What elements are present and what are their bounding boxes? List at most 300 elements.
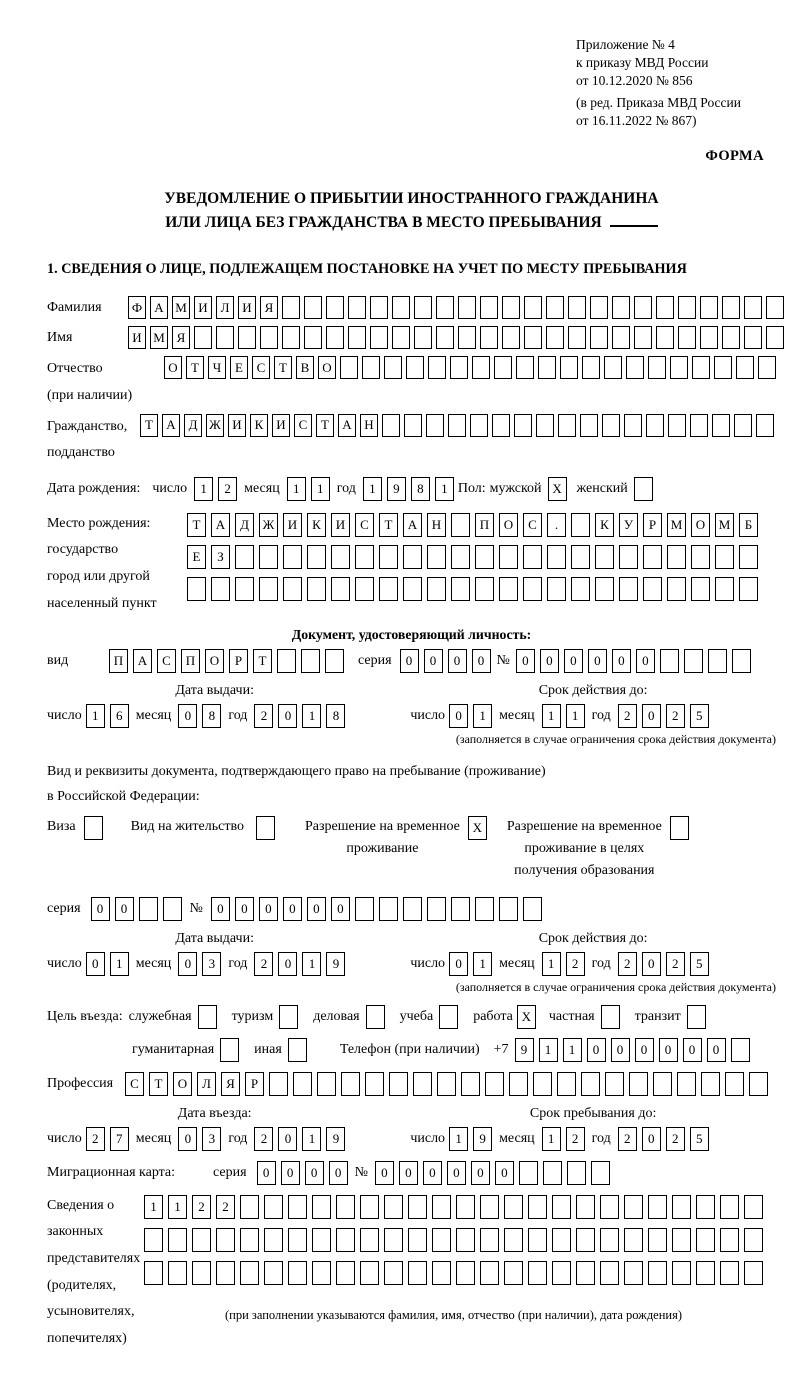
profession-box[interactable] [293, 1072, 312, 1096]
representatives-box[interactable] [528, 1261, 547, 1285]
phone-box[interactable]: 0 [659, 1038, 678, 1062]
phone-box[interactable]: 0 [683, 1038, 702, 1062]
birthplace-box[interactable]: О [499, 513, 518, 537]
birthplace-box[interactable] [739, 577, 758, 601]
birthplace-box[interactable]: И [331, 513, 350, 537]
representatives-box[interactable] [408, 1228, 427, 1252]
citizenship-box[interactable] [734, 414, 752, 437]
birthplace-box[interactable] [283, 545, 302, 569]
birthplace-box[interactable] [307, 545, 326, 569]
patronymic-box[interactable] [560, 356, 578, 379]
name-box[interactable] [590, 326, 608, 349]
birthplace-box[interactable]: С [523, 513, 542, 537]
representatives-box[interactable] [264, 1228, 283, 1252]
representatives-box[interactable] [600, 1195, 619, 1219]
residence-number-box[interactable] [427, 897, 446, 921]
residence-number-box[interactable]: 0 [235, 897, 254, 921]
patronymic-box[interactable] [516, 356, 534, 379]
surname-box[interactable] [502, 296, 520, 319]
doc-series-box[interactable]: 0 [472, 649, 491, 673]
profession-box[interactable] [389, 1072, 408, 1096]
name-box[interactable] [392, 326, 410, 349]
patronymic-box[interactable] [362, 356, 380, 379]
name-box[interactable] [260, 326, 278, 349]
patronymic-box[interactable] [758, 356, 776, 379]
representatives-box[interactable] [336, 1261, 355, 1285]
birthplace-box[interactable] [355, 545, 374, 569]
birthplace-box[interactable] [331, 577, 350, 601]
representatives-box[interactable] [216, 1228, 235, 1252]
birthplace-box[interactable] [595, 577, 614, 601]
residence-number-box[interactable] [475, 897, 494, 921]
migration-number-box[interactable] [591, 1161, 610, 1185]
phone-box[interactable]: 0 [611, 1038, 630, 1062]
representatives-box[interactable] [720, 1228, 739, 1252]
migration-number-box[interactable]: 0 [447, 1161, 466, 1185]
patronymic-box[interactable] [340, 356, 358, 379]
surname-box[interactable] [612, 296, 630, 319]
entry-month-box[interactable]: 0 [178, 1127, 197, 1151]
representatives-box[interactable] [240, 1228, 259, 1252]
representatives-box[interactable] [288, 1228, 307, 1252]
representatives-box[interactable]: 2 [192, 1195, 211, 1219]
birthplace-box[interactable] [691, 545, 710, 569]
permit-issue-month-box[interactable]: 3 [202, 952, 221, 976]
doc-number-box[interactable] [660, 649, 679, 673]
surname-box[interactable] [304, 296, 322, 319]
representatives-box[interactable] [360, 1195, 379, 1219]
phone-box[interactable] [731, 1038, 750, 1062]
passport-issue-year-box[interactable]: 8 [326, 704, 345, 728]
doc-type-box[interactable]: Р [229, 649, 248, 673]
passport-issue-month-box[interactable]: 0 [178, 704, 197, 728]
name-box[interactable] [304, 326, 322, 349]
representatives-box[interactable] [432, 1195, 451, 1219]
stay-year-box[interactable]: 2 [618, 1127, 637, 1151]
purpose-other-checkbox-box[interactable] [288, 1038, 307, 1062]
patronymic-box[interactable] [384, 356, 402, 379]
representatives-box[interactable] [336, 1228, 355, 1252]
birthdate-month-box[interactable]: 1 [287, 477, 306, 501]
phone-box[interactable]: 0 [707, 1038, 726, 1062]
representatives-box[interactable] [720, 1195, 739, 1219]
surname-box[interactable] [568, 296, 586, 319]
doc-series-box[interactable]: 0 [448, 649, 467, 673]
surname-box[interactable]: И [238, 296, 256, 319]
permit-issue-year-box[interactable]: 0 [278, 952, 297, 976]
representatives-box[interactable] [528, 1195, 547, 1219]
patronymic-box[interactable]: С [252, 356, 270, 379]
representatives-box[interactable] [576, 1261, 595, 1285]
citizenship-box[interactable]: И [272, 414, 290, 437]
birthplace-box[interactable] [427, 577, 446, 601]
representatives-box[interactable] [288, 1261, 307, 1285]
option-visa-checkbox-box[interactable] [84, 816, 103, 840]
representatives-box[interactable] [600, 1261, 619, 1285]
representatives-box[interactable] [144, 1261, 163, 1285]
representatives-box[interactable] [312, 1228, 331, 1252]
surname-box[interactable] [546, 296, 564, 319]
passport-valid-year-box[interactable]: 2 [618, 704, 637, 728]
birthdate-day-box[interactable]: 2 [218, 477, 237, 501]
name-box[interactable] [634, 326, 652, 349]
birthplace-box[interactable] [235, 545, 254, 569]
birthplace-box[interactable] [427, 545, 446, 569]
doc-type-box[interactable]: Т [253, 649, 272, 673]
migration-number-box[interactable] [567, 1161, 586, 1185]
representatives-box[interactable] [480, 1228, 499, 1252]
patronymic-box[interactable] [494, 356, 512, 379]
patronymic-box[interactable] [648, 356, 666, 379]
profession-box[interactable] [485, 1072, 504, 1096]
passport-issue-year-box[interactable]: 1 [302, 704, 321, 728]
birthplace-box[interactable]: Н [427, 513, 446, 537]
representatives-box[interactable] [384, 1228, 403, 1252]
birthplace-box[interactable]: П [475, 513, 494, 537]
representatives-box[interactable] [288, 1195, 307, 1219]
doc-number-box[interactable]: 0 [612, 649, 631, 673]
birthplace-box[interactable] [475, 577, 494, 601]
birthplace-box[interactable] [499, 577, 518, 601]
birthplace-box[interactable]: С [355, 513, 374, 537]
representatives-box[interactable] [168, 1261, 187, 1285]
birthdate-month-box[interactable]: 1 [311, 477, 330, 501]
citizenship-box[interactable] [756, 414, 774, 437]
birthdate-year-box[interactable]: 1 [363, 477, 382, 501]
surname-box[interactable] [766, 296, 784, 319]
birthplace-box[interactable] [451, 513, 470, 537]
residence-number-box[interactable]: 0 [331, 897, 350, 921]
migration-number-box[interactable] [519, 1161, 538, 1185]
representatives-box[interactable] [240, 1195, 259, 1219]
representatives-box[interactable] [744, 1195, 763, 1219]
surname-box[interactable]: А [150, 296, 168, 319]
residence-number-box[interactable] [451, 897, 470, 921]
citizenship-box[interactable] [668, 414, 686, 437]
profession-box[interactable] [653, 1072, 672, 1096]
representatives-box[interactable] [624, 1195, 643, 1219]
surname-box[interactable] [656, 296, 674, 319]
passport-valid-day-box[interactable]: 1 [473, 704, 492, 728]
residence-number-box[interactable] [355, 897, 374, 921]
phone-box[interactable]: 1 [563, 1038, 582, 1062]
permit-valid-year-box[interactable]: 2 [666, 952, 685, 976]
sex-female-checkbox-box[interactable] [634, 477, 653, 501]
representatives-box[interactable] [696, 1228, 715, 1252]
surname-box[interactable]: Я [260, 296, 278, 319]
surname-box[interactable] [414, 296, 432, 319]
birthplace-box[interactable] [739, 545, 758, 569]
representatives-box[interactable] [456, 1261, 475, 1285]
name-box[interactable]: И [128, 326, 146, 349]
stay-year-box[interactable]: 0 [642, 1127, 661, 1151]
doc-number-box[interactable]: 0 [588, 649, 607, 673]
name-box[interactable] [744, 326, 762, 349]
purpose-private-checkbox-box[interactable] [601, 1005, 620, 1029]
passport-issue-month-box[interactable]: 8 [202, 704, 221, 728]
surname-box[interactable] [722, 296, 740, 319]
permit-valid-month-box[interactable]: 1 [542, 952, 561, 976]
surname-box[interactable] [524, 296, 542, 319]
residence-series-box[interactable]: 0 [91, 897, 110, 921]
birthplace-box[interactable] [523, 545, 542, 569]
patronymic-box[interactable]: Ч [208, 356, 226, 379]
profession-box[interactable]: О [173, 1072, 192, 1096]
permit-issue-year-box[interactable]: 1 [302, 952, 321, 976]
migration-series-box[interactable]: 0 [329, 1161, 348, 1185]
passport-valid-year-box[interactable]: 5 [690, 704, 709, 728]
birthplace-box[interactable] [667, 577, 686, 601]
entry-month-box[interactable]: 3 [202, 1127, 221, 1151]
citizenship-box[interactable] [580, 414, 598, 437]
stay-day-box[interactable]: 1 [449, 1127, 468, 1151]
representatives-box[interactable] [168, 1228, 187, 1252]
birthplace-box[interactable] [259, 577, 278, 601]
patronymic-box[interactable] [714, 356, 732, 379]
name-box[interactable]: Я [172, 326, 190, 349]
permit-valid-year-box[interactable]: 2 [618, 952, 637, 976]
doc-number-box[interactable]: 0 [516, 649, 535, 673]
birthplace-box[interactable] [571, 545, 590, 569]
representatives-box[interactable] [432, 1261, 451, 1285]
purpose-work-checkbox-box[interactable]: X [517, 1005, 536, 1029]
patronymic-box[interactable] [670, 356, 688, 379]
birthplace-box[interactable] [715, 577, 734, 601]
doc-type-box[interactable]: О [205, 649, 224, 673]
profession-box[interactable] [437, 1072, 456, 1096]
name-box[interactable]: М [150, 326, 168, 349]
birthdate-year-box[interactable]: 1 [435, 477, 454, 501]
profession-box[interactable]: С [125, 1072, 144, 1096]
name-box[interactable] [370, 326, 388, 349]
birthplace-box[interactable] [691, 577, 710, 601]
birthplace-box[interactable] [379, 577, 398, 601]
surname-box[interactable] [370, 296, 388, 319]
birthplace-box[interactable] [619, 577, 638, 601]
name-box[interactable] [700, 326, 718, 349]
permit-issue-year-box[interactable]: 2 [254, 952, 273, 976]
name-box[interactable] [282, 326, 300, 349]
citizenship-box[interactable]: И [228, 414, 246, 437]
option-temp-residence-checkbox-box[interactable]: X [468, 816, 487, 840]
patronymic-box[interactable] [450, 356, 468, 379]
surname-box[interactable] [348, 296, 366, 319]
residence-series-box[interactable] [139, 897, 158, 921]
representatives-box[interactable] [312, 1261, 331, 1285]
patronymic-box[interactable]: О [318, 356, 336, 379]
citizenship-box[interactable]: К [250, 414, 268, 437]
surname-box[interactable] [458, 296, 476, 319]
birthplace-box[interactable] [307, 577, 326, 601]
birthplace-box[interactable] [715, 545, 734, 569]
birthplace-box[interactable]: Б [739, 513, 758, 537]
birthplace-box[interactable]: И [283, 513, 302, 537]
entry-year-box[interactable]: 9 [326, 1127, 345, 1151]
profession-box[interactable] [605, 1072, 624, 1096]
birthplace-box[interactable] [475, 545, 494, 569]
patronymic-box[interactable] [538, 356, 556, 379]
surname-box[interactable] [700, 296, 718, 319]
patronymic-box[interactable] [604, 356, 622, 379]
option-residence-permit-checkbox-box[interactable] [256, 816, 275, 840]
profession-box[interactable] [461, 1072, 480, 1096]
residence-number-box[interactable]: 0 [259, 897, 278, 921]
permit-valid-day-box[interactable]: 1 [473, 952, 492, 976]
surname-box[interactable] [392, 296, 410, 319]
birthplace-box[interactable] [499, 545, 518, 569]
entry-year-box[interactable]: 0 [278, 1127, 297, 1151]
entry-year-box[interactable]: 2 [254, 1127, 273, 1151]
birthplace-box[interactable] [595, 545, 614, 569]
surname-box[interactable]: Ф [128, 296, 146, 319]
option-temp-residence-education-checkbox-box[interactable] [670, 816, 689, 840]
surname-box[interactable] [678, 296, 696, 319]
birthplace-box[interactable] [571, 577, 590, 601]
birthplace-box[interactable] [235, 577, 254, 601]
representatives-box[interactable] [744, 1261, 763, 1285]
name-box[interactable] [766, 326, 784, 349]
representatives-box[interactable] [192, 1261, 211, 1285]
citizenship-box[interactable] [646, 414, 664, 437]
representatives-box[interactable] [744, 1228, 763, 1252]
patronymic-box[interactable] [428, 356, 446, 379]
representatives-box[interactable] [264, 1195, 283, 1219]
stay-year-box[interactable]: 5 [690, 1127, 709, 1151]
citizenship-box[interactable] [624, 414, 642, 437]
doc-number-box[interactable]: 0 [636, 649, 655, 673]
surname-box[interactable]: М [172, 296, 190, 319]
residence-number-box[interactable]: 0 [307, 897, 326, 921]
patronymic-box[interactable] [736, 356, 754, 379]
representatives-box[interactable] [672, 1228, 691, 1252]
patronymic-box[interactable] [692, 356, 710, 379]
name-box[interactable] [524, 326, 542, 349]
representatives-box[interactable] [648, 1261, 667, 1285]
citizenship-box[interactable] [514, 414, 532, 437]
citizenship-box[interactable]: Ж [206, 414, 224, 437]
doc-type-box[interactable] [301, 649, 320, 673]
residence-number-box[interactable] [523, 897, 542, 921]
permit-issue-month-box[interactable]: 0 [178, 952, 197, 976]
surname-box[interactable] [590, 296, 608, 319]
migration-number-box[interactable]: 0 [375, 1161, 394, 1185]
permit-issue-day-box[interactable]: 1 [110, 952, 129, 976]
doc-type-box[interactable]: П [181, 649, 200, 673]
stay-year-box[interactable]: 2 [666, 1127, 685, 1151]
representatives-box[interactable] [648, 1195, 667, 1219]
passport-issue-day-box[interactable]: 1 [86, 704, 105, 728]
permit-valid-day-box[interactable]: 0 [449, 952, 468, 976]
phone-box[interactable]: 0 [587, 1038, 606, 1062]
representatives-box[interactable] [480, 1261, 499, 1285]
residence-number-box[interactable]: 0 [211, 897, 230, 921]
surname-box[interactable] [480, 296, 498, 319]
citizenship-box[interactable] [602, 414, 620, 437]
profession-box[interactable]: Л [197, 1072, 216, 1096]
patronymic-box[interactable] [472, 356, 490, 379]
representatives-box[interactable] [408, 1195, 427, 1219]
patronymic-box[interactable]: В [296, 356, 314, 379]
representatives-box[interactable]: 2 [216, 1195, 235, 1219]
patronymic-box[interactable] [582, 356, 600, 379]
permit-valid-year-box[interactable]: 0 [642, 952, 661, 976]
representatives-box[interactable] [552, 1261, 571, 1285]
profession-box[interactable] [341, 1072, 360, 1096]
citizenship-box[interactable] [536, 414, 554, 437]
representatives-box[interactable] [336, 1195, 355, 1219]
profession-box[interactable] [725, 1072, 744, 1096]
birthplace-box[interactable]: М [667, 513, 686, 537]
doc-type-box[interactable]: С [157, 649, 176, 673]
representatives-box[interactable] [576, 1195, 595, 1219]
patronymic-box[interactable]: О [164, 356, 182, 379]
citizenship-box[interactable] [470, 414, 488, 437]
name-box[interactable] [480, 326, 498, 349]
birthplace-box[interactable] [403, 577, 422, 601]
migration-number-box[interactable]: 0 [471, 1161, 490, 1185]
migration-series-box[interactable]: 0 [257, 1161, 276, 1185]
representatives-box[interactable] [144, 1228, 163, 1252]
name-box[interactable] [502, 326, 520, 349]
permit-valid-month-box[interactable]: 2 [566, 952, 585, 976]
representatives-box[interactable] [576, 1228, 595, 1252]
doc-number-box[interactable]: 0 [564, 649, 583, 673]
patronymic-box[interactable]: Т [186, 356, 204, 379]
name-box[interactable] [656, 326, 674, 349]
birthplace-box[interactable]: А [211, 513, 230, 537]
citizenship-box[interactable] [492, 414, 510, 437]
representatives-box[interactable] [624, 1261, 643, 1285]
profession-box[interactable] [509, 1072, 528, 1096]
citizenship-box[interactable]: Т [316, 414, 334, 437]
purpose-business-checkbox-box[interactable] [366, 1005, 385, 1029]
purpose-transit-checkbox-box[interactable] [687, 1005, 706, 1029]
representatives-box[interactable] [360, 1261, 379, 1285]
name-box[interactable] [722, 326, 740, 349]
birthplace-box[interactable]: О [691, 513, 710, 537]
doc-series-box[interactable]: 0 [424, 649, 443, 673]
name-box[interactable] [326, 326, 344, 349]
stay-month-box[interactable]: 2 [566, 1127, 585, 1151]
birthplace-box[interactable] [283, 577, 302, 601]
birthplace-box[interactable] [667, 545, 686, 569]
birthplace-box[interactable] [547, 545, 566, 569]
representatives-box[interactable] [672, 1195, 691, 1219]
migration-number-box[interactable]: 0 [423, 1161, 442, 1185]
citizenship-box[interactable] [426, 414, 444, 437]
residence-number-box[interactable]: 0 [283, 897, 302, 921]
doc-number-box[interactable] [732, 649, 751, 673]
doc-series-box[interactable]: 0 [400, 649, 419, 673]
birthplace-box[interactable]: З [211, 545, 230, 569]
doc-type-box[interactable] [277, 649, 296, 673]
residence-number-box[interactable] [499, 897, 518, 921]
purpose-humanitarian-checkbox-box[interactable] [220, 1038, 239, 1062]
citizenship-box[interactable] [382, 414, 400, 437]
birthplace-box[interactable]: Д [235, 513, 254, 537]
birthplace-box[interactable] [379, 545, 398, 569]
name-box[interactable] [216, 326, 234, 349]
passport-valid-month-box[interactable]: 1 [566, 704, 585, 728]
citizenship-box[interactable]: А [338, 414, 356, 437]
name-box[interactable] [414, 326, 432, 349]
citizenship-box[interactable] [558, 414, 576, 437]
stay-month-box[interactable]: 1 [542, 1127, 561, 1151]
citizenship-box[interactable] [712, 414, 730, 437]
passport-valid-year-box[interactable]: 0 [642, 704, 661, 728]
residence-number-box[interactable] [379, 897, 398, 921]
patronymic-box[interactable]: Т [274, 356, 292, 379]
